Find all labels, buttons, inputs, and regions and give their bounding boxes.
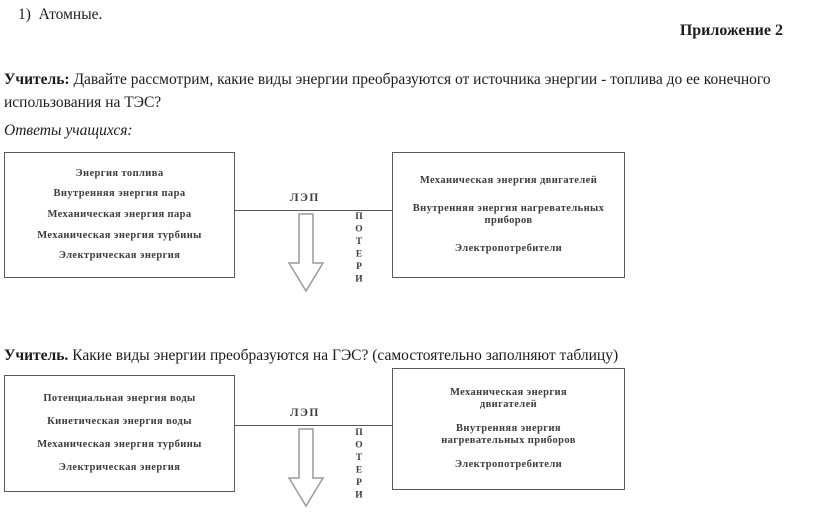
teacher-question-2 [4,347,804,365]
consumer-item: Механическая энергия двигателей [449,387,568,410]
ges-energy-chain-box [4,375,235,492]
consumer-item: Внутренняя энергия нагревательных приборов [441,423,576,446]
energy-stage: Механическая энергия пара [47,208,192,220]
energy-stage: Электрическая энергия [58,462,181,473]
power-line-connector [235,210,392,211]
losses-label: ПОТЕРИ [354,212,364,287]
lep-label: ЛЭП [290,192,320,204]
teacher-label: Учитель. [4,347,69,364]
energy-stage: Механическая энергия турбины [37,229,202,241]
down-arrow-icon [288,213,324,293]
energy-stage: Потенциальная энергия воды [43,393,196,404]
losses-label: ПОТЕРИ [354,428,364,503]
students-answers-label: Ответы учащихся: [4,122,133,139]
consumer-item: Механическая энергия двигателей [419,175,598,186]
ges-energy-diagram [4,368,634,529]
tes-consumers-box [392,152,625,278]
lep-label: ЛЭП [290,407,320,419]
consumer-item: Электропотребители [454,459,563,470]
teacher-question-1-text: Давайте рассмотрим, какие виды энергии преобразуются от источника энергии - топлива до ее конечного использования на ТЭС? [4,71,771,111]
teacher-label: Учитель: [4,71,70,88]
appendix-label: Приложение 2 [679,22,783,39]
ges-consumers-box [392,368,625,490]
consumer-item: Внутренняя энергия нагревательных приборов [412,203,605,226]
energy-stage: Кинетическая энергия воды [47,416,192,427]
tes-energy-diagram [4,150,634,312]
energy-stage: Энергия топлива [75,167,164,179]
energy-stage: Механическая энергия турбины [37,439,202,450]
down-arrow-icon [288,428,324,508]
energy-stage: Электрическая энергия [58,250,181,262]
energy-stage: Внутренняя энергия пара [53,188,186,200]
numbered-list-item: 1) Атомные. [18,6,103,23]
teacher-question-2-text: Какие виды энергии преобразуются на ГЭС? (самостоятельно заполняют таблицу) [68,347,619,364]
teacher-question-1 [4,68,798,114]
tes-energy-chain-box [4,152,235,278]
power-line-connector [235,425,392,426]
consumer-item: Электропотребители [454,243,563,254]
